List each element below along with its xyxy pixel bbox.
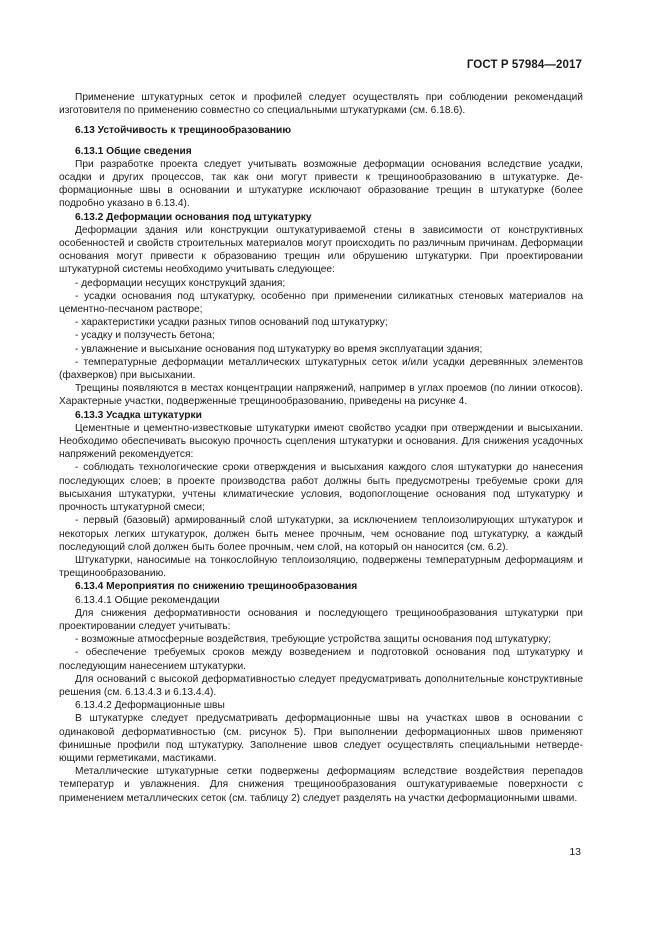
- paragraph: Деформации здания или конструкции оштукатуриваемой стены в зависимости от конструктивных особенностей и свойств строительных материалов могут происходить по различным причинам. Деформации основания могут привести к образованию трещин или обрушению штукатурки. При проектировании штукатурной системы необходимо учитывать следующее:: [59, 224, 583, 276]
- list-item: - деформации несущих конструкций здания;: [75, 277, 286, 289]
- list-item: - температурные деформации металлических штукатурных сеток и/или усадки деревянных элементов (фахверков) при высыхании.: [59, 356, 583, 382]
- paragraph: Применение штукатурных сеток и профилей следует осуществлять при соблюдении рекомендаций изготовителя по применению совместно со специальными штукатурками (см. 6.18.6).: [59, 92, 583, 117]
- list-item: - обеспечение требуемых сроков между возведением и подготовкой основания под штукатурку и последующим нанесением штукатурки.: [59, 647, 583, 672]
- list-item: - усадку и ползучесть бетона;: [75, 330, 215, 342]
- subsection-heading: 6.13.3 Усадка штукатурки: [75, 409, 202, 421]
- paragraph: Штукатурки, наносимые на тонкослойную теплоизоляцию, подвержены температурным деформациям и трещинообразованию.: [59, 554, 583, 580]
- paragraph: Для оснований с высокой деформативностью следует предусматривать дополнительные конструктивные решения (см. 6.13.4.3 и 6.13.4.4).: [59, 673, 583, 698]
- standard-designation: ГОСТ Р 57984—2017: [466, 59, 582, 71]
- list-item: - первый (базовый) армированный слой штукатурки, за исключением теплоизолирующих штукатурок и некоторых легких штукатурок, должен быть менее прочным, чем основание под штукатурку, а каждый последующий слой должен быть более прочным, чем слой, на который он наносится (см. 6.2).: [59, 515, 583, 553]
- paragraph: Трещины появляются в местах концентрации напряжений, например в углах проемов (по линии откосов). Характерные участки, подверженные трещинообразованию, приведены на рисунке 4.: [59, 383, 583, 408]
- subsection-heading: 6.13.2 Деформации основания под штукатурку: [75, 211, 312, 223]
- list-item: - усадки основания под штукатурку, особенно при применении силикатных стеновых материалов на цементно-песчаном растворе;: [59, 290, 583, 316]
- subsection-heading: 6.13.1 Общие сведения: [75, 145, 192, 157]
- subsection-heading: 6.13.4 Мероприятия по снижению трещинообразования: [75, 581, 358, 593]
- list-item: - возможные атмосферные воздействия, требующие устройства защиты основания под штукатурку;: [75, 634, 552, 646]
- list-item: - соблюдать технологические сроки отверждения и высыхания каждого слоя штукатурки до нанесения последующих слоев; в проекте производства работ должны быть предусмотрены требуемые сроки для высыхания штукатурки, учтены климатические условия, водопоглощение основания под штукатурку и прочность штукатурной смеси;: [59, 462, 583, 514]
- list-item: - характеристики усадки разных типов оснований под штукатурку;: [75, 317, 388, 329]
- paragraph: Металлические штукатурные сетки подвержены деформациям вследствие воздействия перепадов температур и увлажнения. Для снижения трещинообразования оштукатуриваемые поверхности с применением металлических сеток (см. таблицу 2) следует разделять на участки деформационными швами.: [59, 766, 583, 804]
- paragraph: Цементные и цементно-известковые штукатурки имеют свойство усадки при отверждении и высыхании. Необходимо обеспечивать высокую прочность сцепления штукатурки и основания. Для снижения усадочных напряжений рекомендуется:: [59, 422, 583, 461]
- paragraph: В штукатурке следует предусматривать деформационные швы на участках швов в основании с одинаковой деформативностью (см. рисунок 5). При выполнении деформационных швов применяют финишные профили под штукатурку. Заполнение швов следует осуществлять специальными нетвердеющими герметиками, мастиками.: [59, 713, 583, 764]
- page-number: 13: [569, 846, 581, 858]
- clause-title: 6.13.4.1 Общие рекомендации: [75, 594, 220, 606]
- section-heading: 6.13 Устойчивость к трещинообразованию: [75, 125, 292, 137]
- clause-title: 6.13.4.2 Деформационные швы: [75, 700, 225, 712]
- paragraph: При разработке проекта следует учитывать возможные деформации основания вследствие усадки, осадки и других процессов, так как они могут привести к трещинообразованию в штукатурке. Деформационные швы в основании и штукатурке исключают образование трещин в штукатурке (более подробно указано в 6.13.4).: [59, 158, 583, 210]
- paragraph: Для снижения деформативности основания и последующего трещинообразования штукатурки при проектировании следует учитывать:: [59, 607, 583, 632]
- list-item: - увлажнение и высыхание основания под штукатурку во время эксплуатации здания;: [75, 343, 483, 355]
- document-body: [59, 91, 583, 805]
